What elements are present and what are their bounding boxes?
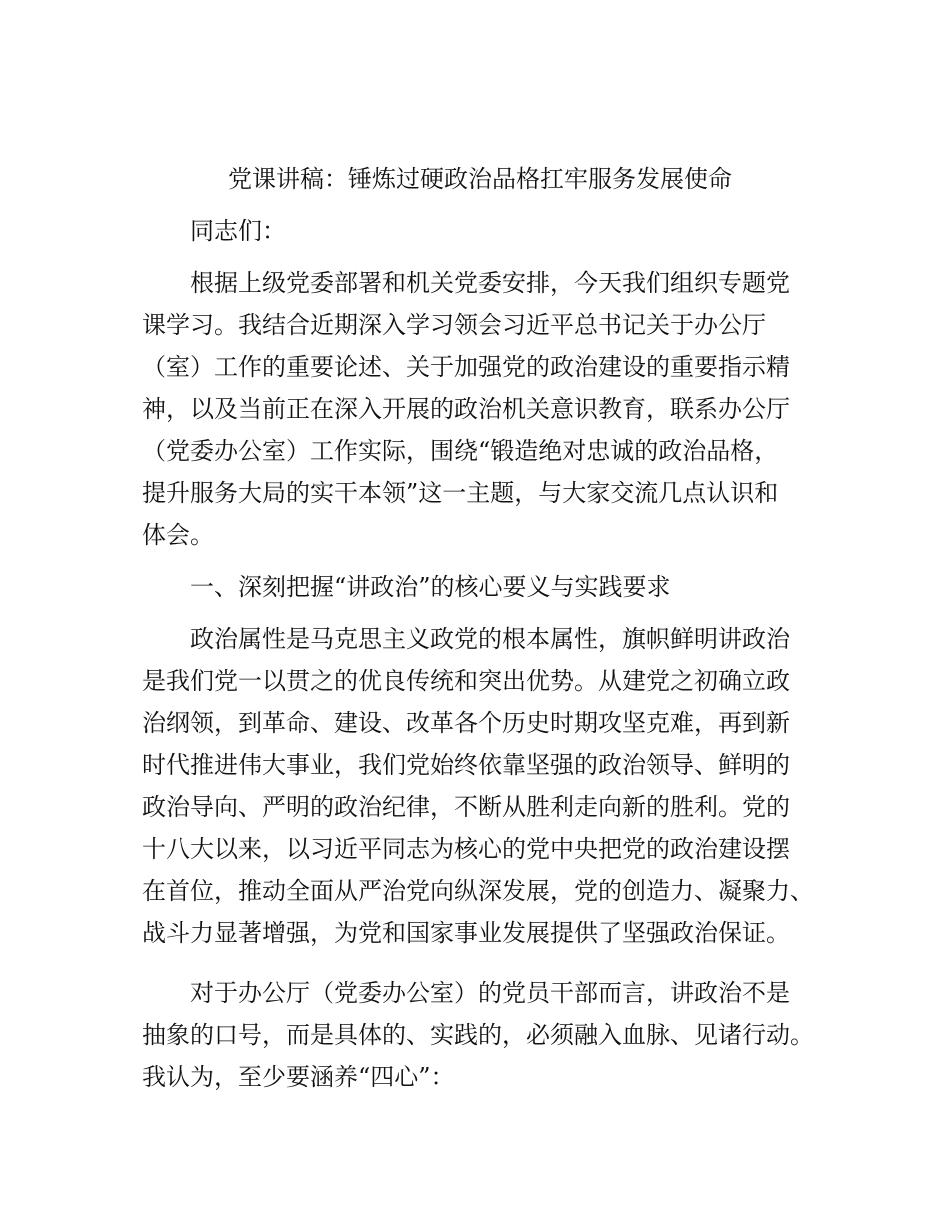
paragraph-line: 战斗力显著增强，为党和国家事业发展提供了坚强政治保证。 bbox=[142, 919, 790, 947]
paragraph-line: 时代推进伟大事业，我们党始终依靠坚强的政治领导、鲜明的 bbox=[142, 751, 790, 779]
paragraph-line: 政治属性是马克思主义政党的根本属性，旗帜鲜明讲政治 bbox=[190, 625, 790, 653]
paragraph-line: 体会。 bbox=[142, 521, 214, 549]
section-heading: 一、深刻把握“讲政治”的核心要义与实践要求 bbox=[190, 573, 671, 601]
paragraph-line: 政治导向、严明的政治纪律，不断从胜利走向新的胜利。党的 bbox=[142, 793, 790, 821]
paragraph-line: 治纲领，到革命、建设、改革各个历史时期攻坚克难，再到新 bbox=[142, 709, 790, 737]
paragraph-line: 根据上级党委部署和机关党委安排，今天我们组织专题党 bbox=[190, 269, 790, 297]
paragraph-line: （室）工作的重要论述、关于加强党的政治建设的重要指示精 bbox=[142, 353, 790, 381]
paragraph-line: 十八大以来，以习近平同志为核心的党中央把党的政治建设摆 bbox=[142, 835, 790, 863]
paragraph-line: 对于办公厅（党委办公室）的党员干部而言，讲政治不是 bbox=[190, 979, 790, 1007]
paragraph-line: 提升服务大局的实干本领”这一主题，与大家交流几点认识和 bbox=[142, 479, 779, 507]
paragraph-line: 课学习。我结合近期深入学习领会习近平总书记关于办公厅 bbox=[142, 311, 766, 339]
paragraph-line: 在首位，推动全面从严治党向纵深发展，党的创造力、凝聚力、 bbox=[142, 877, 814, 905]
document-title: 党课讲稿：锤炼过硬政治品格扛牢服务发展使命 bbox=[228, 165, 732, 193]
greeting: 同志们： bbox=[190, 217, 286, 245]
paragraph-line: 神，以及当前正在深入开展的政治机关意识教育，联系办公厅 bbox=[142, 395, 790, 423]
paragraph-line: （党委办公室）工作实际，围绕“锻造绝对忠诚的政治品格， bbox=[142, 437, 779, 465]
paragraph-line: 抽象的口号，而是具体的、实践的，必须融入血脉、见诸行动。 bbox=[142, 1021, 814, 1049]
paragraph-line: 是我们党一以贯之的优良传统和突出优势。从建党之初确立政 bbox=[142, 667, 790, 695]
paragraph-line: 我认为，至少要涵养“四心”： bbox=[142, 1063, 455, 1091]
